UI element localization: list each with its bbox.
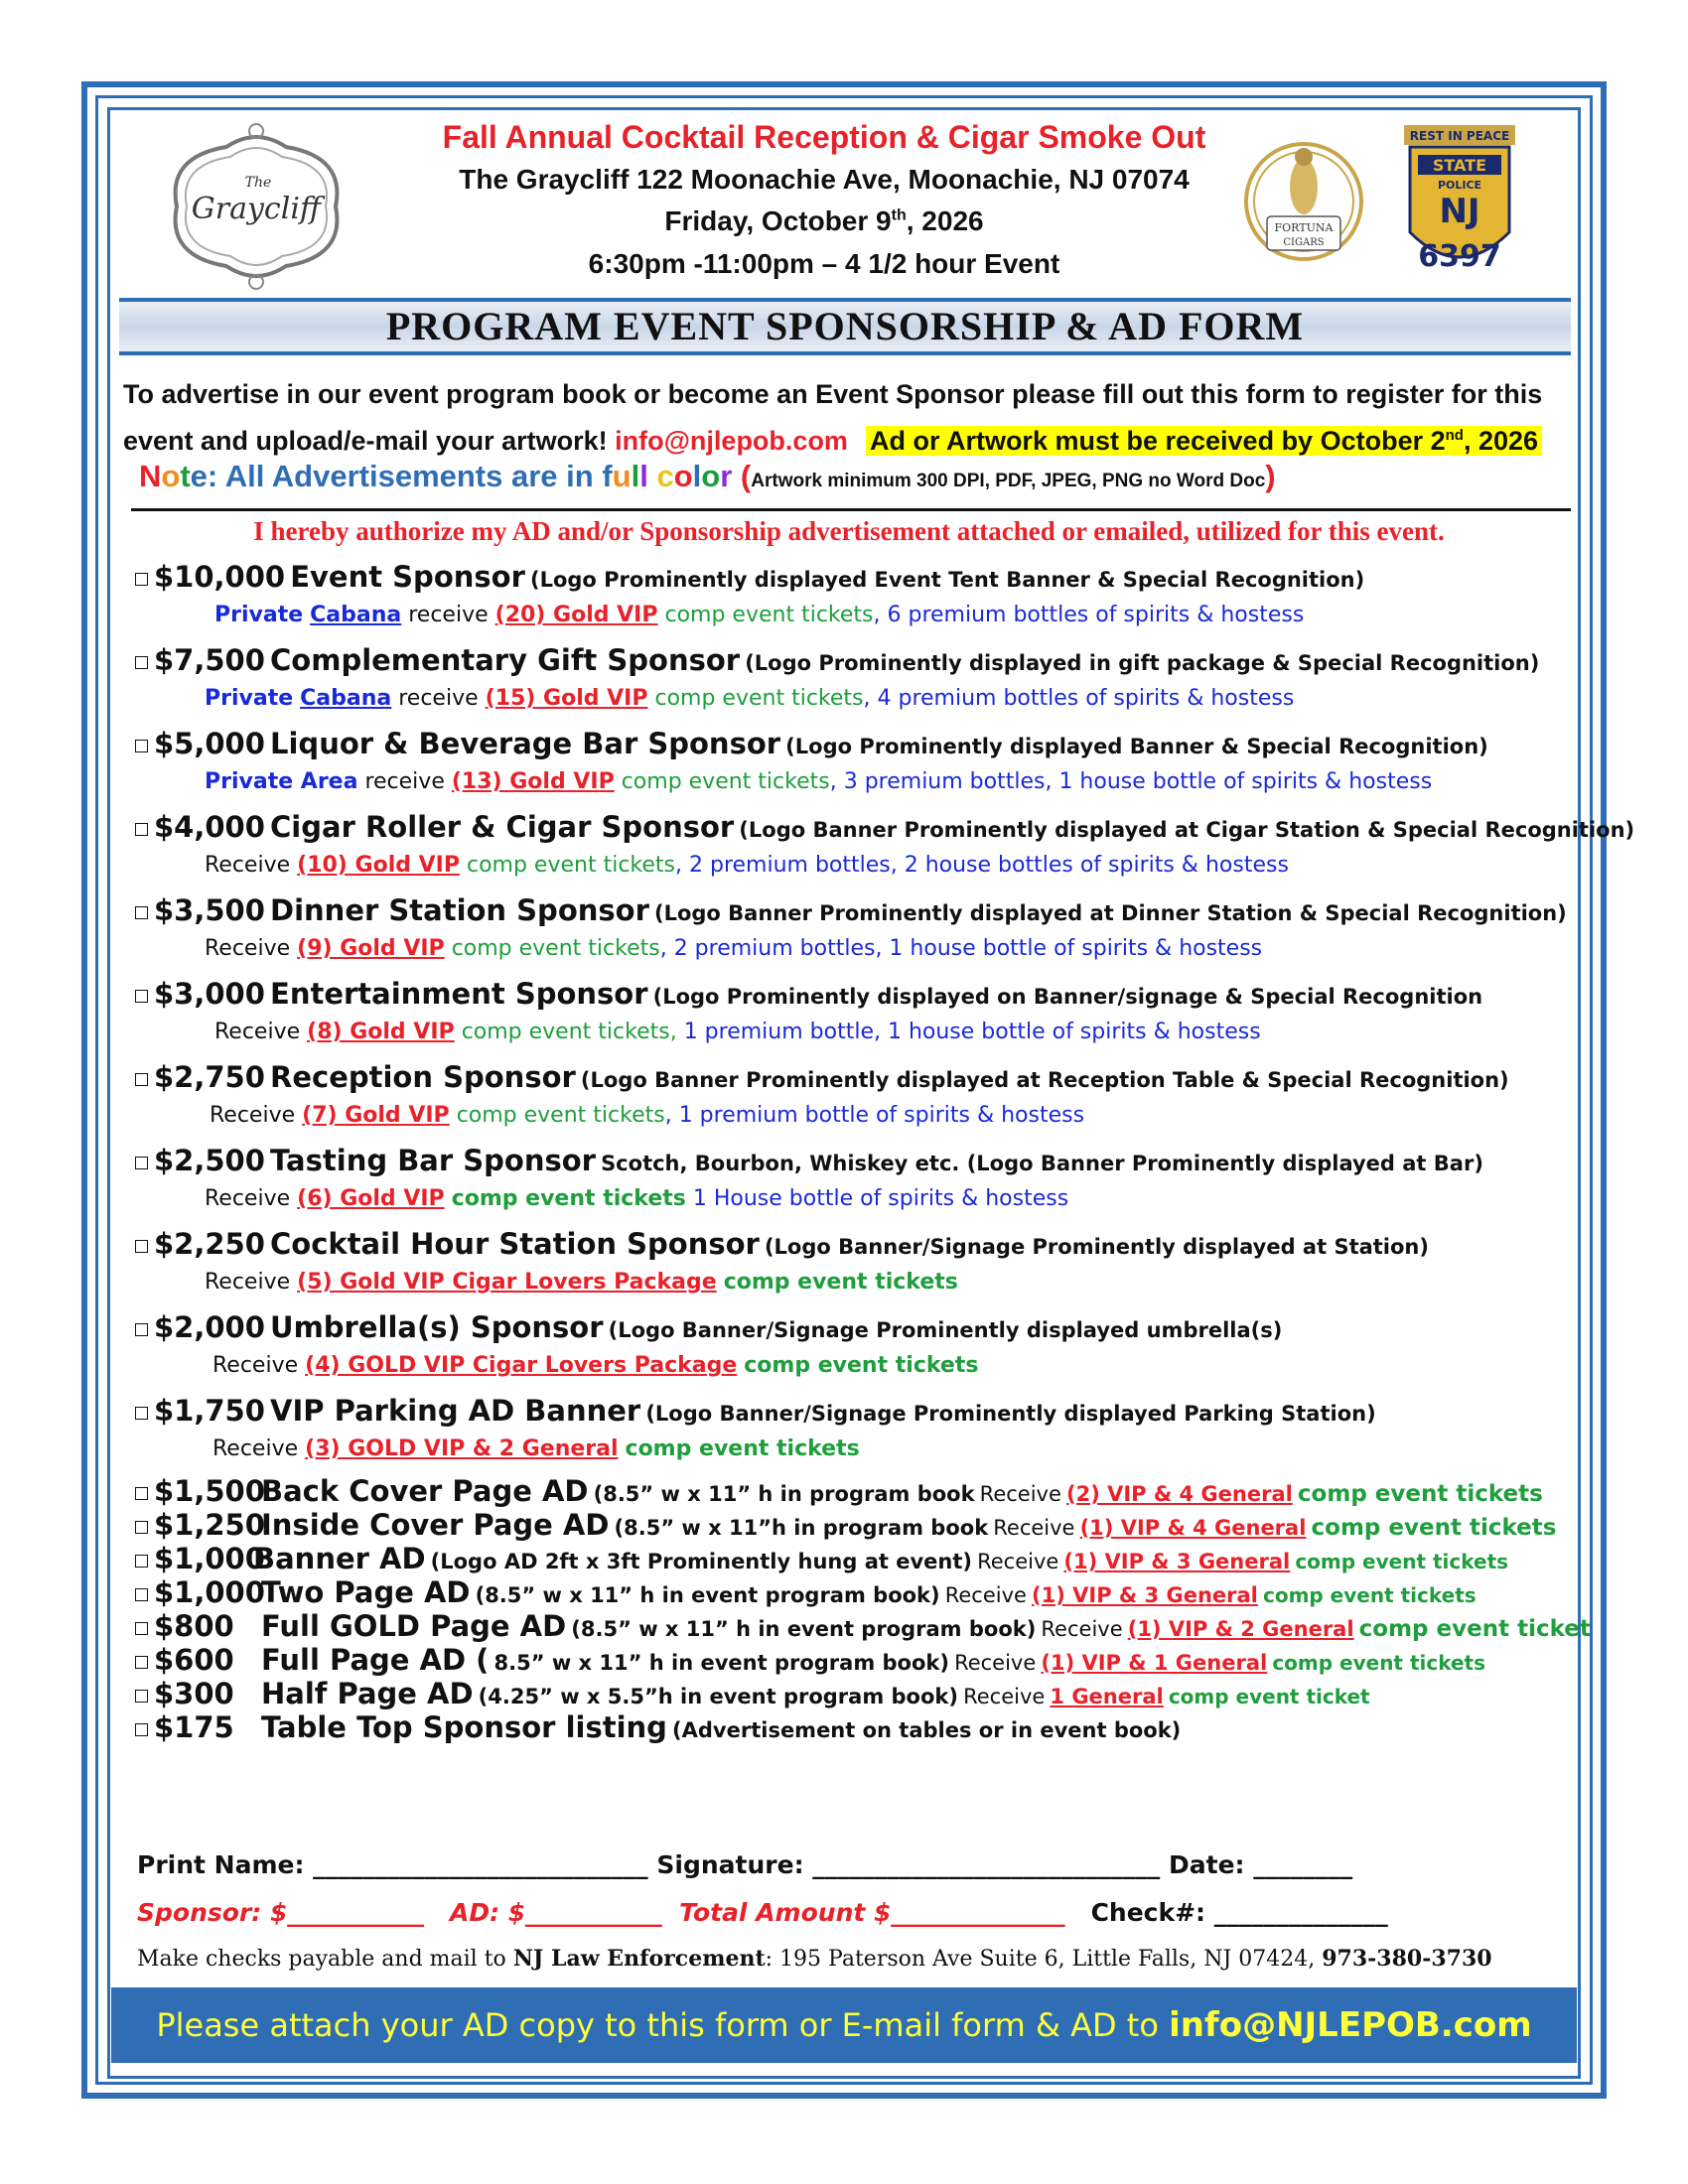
ad-checkbox[interactable] xyxy=(135,1521,148,1534)
fortuna-cigars-logo xyxy=(1239,117,1368,286)
sponsor-benefits xyxy=(135,847,1585,890)
comp-tickets-label: comp event tickets xyxy=(1295,1550,1509,1573)
comp-tickets-label: comp event tickets xyxy=(744,1353,979,1378)
comp-tickets-label: comp event ticket xyxy=(1358,1616,1591,1642)
spirits-benefit: , 1 premium bottle of spirits & hostess xyxy=(664,1103,1085,1128)
signature-field[interactable]: Signature: ____________________________ xyxy=(656,1850,1161,1879)
intro-paragraph xyxy=(123,373,1573,462)
cabana-label: Cabana xyxy=(310,603,402,627)
sponsor-price: $10,000 xyxy=(154,560,286,594)
ticket-package: (1) VIP & 2 General xyxy=(1127,1617,1354,1641)
ad-checkbox[interactable] xyxy=(135,1588,148,1601)
sponsor-benefits xyxy=(135,930,1585,974)
phone-number: 973-380-3730 xyxy=(1322,1946,1492,1972)
receive-label: Receive xyxy=(979,1482,1061,1506)
sponsor-title: Umbrella(s) Sponsor xyxy=(270,1310,604,1344)
footer-text: Please attach your AD copy to this form or E-mail form & AD to info@NJLEPOB.com xyxy=(156,2005,1532,2045)
spirits-benefit: , 4 premium bottles of spirits & hostess xyxy=(863,686,1295,711)
ad-description: (8.5” w x 11” h in event program book) xyxy=(571,1617,1037,1641)
sponsor-row xyxy=(135,807,1635,847)
sponsor-price: $2,500 xyxy=(154,1144,265,1177)
ad-price: $175 xyxy=(154,1710,234,1744)
ad-checkbox[interactable] xyxy=(135,1555,148,1568)
sponsor-title: VIP Parking AD Banner xyxy=(270,1394,641,1428)
sponsor-benefits xyxy=(135,1431,1585,1474)
ad-description: (8.5” w x 11” h in program book xyxy=(593,1482,975,1506)
event-venue: The Graycliff 122 Moonachie Ave, Moonachie, NJ 07074 xyxy=(459,164,1190,195)
ad-amount-field[interactable]: AD: $___________ xyxy=(449,1898,662,1927)
sponsor-benefits xyxy=(135,1180,1585,1224)
event-date: Friday, October 9th, 2026 xyxy=(664,205,984,236)
sponsor-description: (Logo Prominently displayed in gift package & Special Recognition) xyxy=(745,651,1540,675)
ad-checkbox[interactable] xyxy=(135,1690,148,1703)
sponsor-description: (Logo Banner/Signage Prominently displayed umbrella(s) xyxy=(608,1318,1283,1342)
spirits-benefit: , 3 premium bottles, 1 house bottle of spirits & hostess xyxy=(829,769,1433,794)
footer-banner xyxy=(111,1987,1577,2063)
sponsor-price: $4,000 xyxy=(154,810,265,844)
sponsor-row xyxy=(135,1141,1585,1180)
sponsor-row xyxy=(135,1057,1585,1097)
artwork-requirements: Artwork minimum 300 DPI, PDF, JPEG, PNG no Word Doc xyxy=(751,471,1266,491)
ad-title: Full GOLD Page AD xyxy=(261,1609,567,1643)
ad-price: $800 xyxy=(154,1609,234,1643)
payment-fields xyxy=(137,1898,1388,1927)
police-text: POLICE xyxy=(1437,179,1482,192)
comp-tickets-label: comp event tickets xyxy=(723,1270,958,1295)
signature-fields xyxy=(137,1850,1352,1879)
color-note: Note: All Advertisements are in full color (Artwork minimum 300 DPI, PDF, JPEG, PNG no Word Doc) xyxy=(139,459,1276,493)
sponsor-price: $3,500 xyxy=(154,893,265,927)
intro-line-1: To advertise in our event program book or become an Event Sponsor please fill out this form to register for this xyxy=(123,379,1543,409)
intro-line-2: event and upload/e-mail your artwork! info@njlepob.com Ad or Artwork must be received by October 2nd, 2026 xyxy=(123,415,1573,462)
ad-description: (Advertisement on tables or in event book) xyxy=(672,1718,1182,1742)
receive-label: Receive xyxy=(205,853,291,878)
ticket-package: (5) Gold VIP Cigar Lovers Package xyxy=(297,1270,717,1295)
deadline-highlight: Ad or Artwork must be received by October 2nd, 2026 xyxy=(866,426,1542,456)
ad-title: Half Page AD xyxy=(261,1677,474,1710)
comp-tickets-label: comp event tickets xyxy=(456,1103,665,1128)
comp-tickets-label: comp event tickets xyxy=(1262,1583,1477,1607)
comp-tickets-label: comp event tickets xyxy=(654,686,864,711)
ticket-package: (15) Gold VIP xyxy=(485,686,648,711)
sponsor-benefits xyxy=(135,1097,1585,1141)
form-title-banner xyxy=(119,298,1571,355)
sponsor-price: $1,750 xyxy=(154,1394,265,1428)
comp-tickets-label: comp event tickets xyxy=(625,1436,860,1461)
ad-title: Table Top Sponsor listing xyxy=(261,1710,667,1744)
receive-label: Receive xyxy=(212,1436,299,1461)
receive-label: Receive xyxy=(963,1685,1046,1708)
badge-number-text: 6397 xyxy=(1418,239,1501,274)
sponsor-price: $2,000 xyxy=(154,1310,265,1344)
authorization-statement: I hereby authorize my AD and/or Sponsorship advertisement attached or emailed, utilized for this event. xyxy=(253,516,1445,546)
ad-checkbox[interactable] xyxy=(135,1656,148,1669)
ad-price: $600 xyxy=(154,1643,234,1677)
receive-label: Receive xyxy=(205,936,291,961)
ad-row xyxy=(135,1677,1585,1710)
state-police-badge xyxy=(1400,123,1519,282)
sponsor-row xyxy=(135,974,1585,1014)
receive-label: Receive xyxy=(205,1270,291,1295)
ad-price: $1,250 xyxy=(154,1508,265,1542)
comp-tickets-label: comp event tickets xyxy=(451,1186,686,1211)
sponsor-checkbox[interactable] xyxy=(135,1157,148,1169)
ticket-package: (20) Gold VIP xyxy=(494,603,658,627)
comp-tickets-label: comp event tickets xyxy=(466,853,675,878)
organization-name: NJ Law Enforcement xyxy=(512,1946,766,1972)
receive-label: Receive xyxy=(1041,1617,1123,1641)
sponsorship-list xyxy=(135,557,1635,1744)
date-field[interactable]: Date: ________ xyxy=(1169,1850,1353,1879)
ad-row xyxy=(135,1474,1585,1508)
ad-title: Full Page AD ( xyxy=(261,1643,490,1677)
ad-row xyxy=(135,1710,1585,1744)
sponsor-row xyxy=(135,1391,1585,1431)
sponsor-row xyxy=(135,724,1585,763)
ad-price: $300 xyxy=(154,1677,234,1710)
sponsor-price: $3,000 xyxy=(154,977,265,1011)
comp-tickets-label: comp event ticket xyxy=(1168,1685,1370,1708)
sponsor-benefits xyxy=(135,1014,1585,1057)
ticket-package: (3) GOLD VIP & 2 General xyxy=(305,1436,619,1461)
state-text: STATE xyxy=(1432,156,1487,175)
sponsor-description: (Logo Banner/Signage Prominently displayed Parking Station) xyxy=(645,1402,1376,1426)
check-number-field[interactable]: Check#: ______________ xyxy=(1090,1898,1388,1927)
graycliff-the-text: The xyxy=(244,175,272,191)
receive-label: Receive xyxy=(212,1353,299,1378)
ticket-package: (1) VIP & 1 General xyxy=(1041,1651,1268,1675)
ticket-package: (4) GOLD VIP Cigar Lovers Package xyxy=(305,1353,738,1378)
cabana-label: Cabana xyxy=(300,686,392,711)
receive-label: receive xyxy=(408,603,489,627)
graycliff-logo xyxy=(147,117,365,296)
comp-tickets-label: comp event tickets xyxy=(664,603,874,627)
sponsor-description: (Logo Banner Prominently displayed at Reception Table & Special Recognition) xyxy=(580,1068,1509,1092)
comp-tickets-label: comp event tickets xyxy=(1272,1651,1486,1675)
sponsor-row xyxy=(135,890,1585,930)
spirits-benefit: 1 premium bottle, 1 house bottle of spirits & hostess xyxy=(676,1020,1261,1044)
receive-label: Receive xyxy=(944,1583,1027,1607)
divider-line xyxy=(131,508,1571,511)
ad-checkbox[interactable] xyxy=(135,1487,148,1500)
sponsor-description: (Logo Prominently displayed Banner & Special Recognition) xyxy=(785,735,1488,758)
sponsor-price: $2,750 xyxy=(154,1060,265,1094)
receive-label: Receive xyxy=(954,1651,1037,1675)
sponsor-checkbox[interactable] xyxy=(135,656,148,669)
sponsor-description: (Logo Banner/Signage Prominently displayed at Station) xyxy=(764,1235,1429,1259)
sponsor-row xyxy=(135,640,1585,680)
ad-price: $1,000 xyxy=(154,1575,265,1609)
sponsor-benefits xyxy=(135,597,1585,640)
comp-tickets-label: comp event tickets xyxy=(451,936,660,961)
ad-description: (8.5” w x 11” h in event program book) xyxy=(475,1583,940,1607)
sponsor-checkbox[interactable] xyxy=(135,990,148,1003)
sponsor-price: $2,250 xyxy=(154,1227,265,1261)
receive-label: Receive xyxy=(214,1020,301,1044)
sponsor-title: Liquor & Beverage Bar Sponsor xyxy=(270,727,781,760)
full-word: full xyxy=(602,459,648,493)
ad-description: (Logo AD 2ft x 3ft Prominently hung at event) xyxy=(430,1550,972,1573)
ticket-package: (1) VIP & 3 General xyxy=(1032,1583,1258,1607)
ticket-package: (6) Gold VIP xyxy=(297,1186,445,1211)
cigars-text: CIGARS xyxy=(1283,237,1325,248)
sponsor-checkbox[interactable] xyxy=(135,1073,148,1086)
sponsor-row xyxy=(135,1307,1585,1347)
ad-price: $1,500 xyxy=(154,1474,265,1508)
ticket-package: 1 General xyxy=(1050,1685,1164,1708)
ad-checkbox[interactable] xyxy=(135,1622,148,1635)
spirits-benefit: 1 House bottle of spirits & hostess xyxy=(685,1186,1069,1211)
spirits-benefit: , 6 premium bottles of spirits & hostess xyxy=(873,603,1305,627)
contact-email-link[interactable]: info@njlepob.com xyxy=(615,426,848,456)
sponsor-price: $7,500 xyxy=(154,643,265,677)
sponsor-title: Event Sponsor xyxy=(290,560,525,594)
sponsor-checkbox[interactable] xyxy=(135,740,148,752)
sponsor-title: Entertainment Sponsor xyxy=(270,977,648,1011)
ticket-package: (7) Gold VIP xyxy=(302,1103,450,1128)
receive-label: Receive xyxy=(210,1103,296,1128)
spirits-benefit: , 2 premium bottles, 1 house bottle of spirits & hostess xyxy=(659,936,1263,961)
ad-title: Back Cover Page AD xyxy=(261,1474,589,1508)
sponsor-price: $5,000 xyxy=(154,727,265,760)
sponsor-checkbox[interactable] xyxy=(135,1240,148,1253)
ticket-package: (1) VIP & 3 General xyxy=(1063,1550,1291,1573)
area-label: Private xyxy=(205,686,294,711)
area-label: Private Area xyxy=(205,769,358,794)
ticket-package: (9) Gold VIP xyxy=(297,936,445,961)
ad-description: (4.25” w x 5.5”h in event program book) xyxy=(478,1685,958,1708)
mailing-instructions: Make checks payable and mail to NJ Law Enforcement: 195 Paterson Ave Suite 6, Little Falls, NJ 07424, 973-380-3730 xyxy=(137,1946,1492,1972)
ticket-package: (13) Gold VIP xyxy=(451,769,615,794)
sponsor-amount-field[interactable]: Sponsor: $___________ xyxy=(137,1898,424,1927)
comp-tickets-label: comp event tickets xyxy=(621,769,830,794)
sponsor-checkbox[interactable] xyxy=(135,823,148,836)
fortuna-text: FORTUNA xyxy=(1274,221,1334,234)
sponsor-description: (Logo Prominently displayed on Banner/signage & Special Recognition xyxy=(652,985,1483,1009)
total-amount-field[interactable]: Total Amount $______________ xyxy=(679,1898,1065,1927)
receive-label: Receive xyxy=(977,1550,1059,1573)
print-name-field[interactable]: Print Name: ___________________________ xyxy=(137,1850,648,1879)
area-label: Private xyxy=(214,603,304,627)
ad-row xyxy=(135,1609,1591,1643)
sponsor-description: (Logo Banner Prominently displayed at Cigar Station & Special Recognition) xyxy=(739,818,1635,842)
sponsor-title: Reception Sponsor xyxy=(270,1060,576,1094)
sponsor-row xyxy=(135,557,1585,597)
spirits-benefit: , 2 premium bottles, 2 house bottles of spirits & hostess xyxy=(675,853,1289,878)
ad-checkbox[interactable] xyxy=(135,1723,148,1736)
sponsor-description: Scotch, Bourbon, Whiskey etc. (Logo Banner Prominently displayed at Bar) xyxy=(601,1152,1483,1175)
sponsor-benefits xyxy=(135,763,1585,807)
sponsor-title: Cigar Roller & Cigar Sponsor xyxy=(270,810,735,844)
ad-description: 8.5” w x 11” h in event program book) xyxy=(493,1651,949,1675)
sponsor-description: (Logo Banner Prominently displayed at Dinner Station & Special Recognition) xyxy=(653,901,1567,925)
sponsor-checkbox[interactable] xyxy=(135,906,148,919)
ad-row xyxy=(135,1542,1585,1575)
sponsor-title: Complementary Gift Sponsor xyxy=(270,643,741,677)
sponsor-title: Cocktail Hour Station Sponsor xyxy=(270,1227,760,1261)
receive-label: receive xyxy=(398,686,479,711)
color-word: color xyxy=(656,459,733,493)
ticket-package: (1) VIP & 4 General xyxy=(1079,1516,1307,1540)
event-title: Fall Annual Cocktail Reception & Cigar Smoke Out xyxy=(442,119,1206,155)
comp-tickets-label: comp event tickets xyxy=(1297,1481,1543,1507)
ad-row xyxy=(135,1575,1585,1609)
ad-title: Banner AD xyxy=(253,1542,426,1575)
sponsor-description: (Logo Prominently displayed Event Tent Banner & Special Recognition) xyxy=(529,568,1365,592)
ticket-package: (8) Gold VIP xyxy=(307,1020,455,1044)
sponsor-title: Tasting Bar Sponsor xyxy=(270,1144,596,1177)
sponsor-benefits xyxy=(135,680,1585,724)
graycliff-name-text: Graycliff xyxy=(191,192,322,226)
ad-price: $1,000 xyxy=(154,1542,265,1575)
ad-row xyxy=(135,1643,1585,1677)
receive-label: Receive xyxy=(993,1516,1075,1540)
sponsor-benefits xyxy=(135,1347,1585,1391)
footer-email-link[interactable]: info@NJLEPOB.com xyxy=(1169,2005,1532,2045)
event-time: 6:30pm -11:00pm – 4 1/2 hour Event xyxy=(588,248,1060,279)
sponsor-title: Dinner Station Sponsor xyxy=(270,893,649,927)
ad-title: Inside Cover Page AD xyxy=(261,1508,610,1542)
rest-in-peace-text: REST IN PEACE xyxy=(1409,129,1510,143)
sponsor-checkbox[interactable] xyxy=(135,1407,148,1420)
ad-row xyxy=(135,1508,1585,1542)
form-title: PROGRAM EVENT SPONSORSHIP & AD FORM xyxy=(385,304,1305,348)
ad-description: (8.5” w x 11”h in program book xyxy=(614,1516,989,1540)
ticket-package: (10) Gold VIP xyxy=(297,853,460,878)
receive-label: Receive xyxy=(205,1186,291,1211)
sponsor-checkbox[interactable] xyxy=(135,1323,148,1336)
note-label: Note: xyxy=(139,459,218,493)
comp-tickets-label: comp event tickets, xyxy=(461,1020,677,1044)
sponsor-benefits xyxy=(135,1264,1585,1307)
ad-title: Two Page AD xyxy=(261,1575,471,1609)
nj-text: NJ xyxy=(1439,192,1480,231)
note-text: All Advertisements are in xyxy=(224,459,594,493)
sponsor-row xyxy=(135,1224,1585,1264)
sponsor-checkbox[interactable] xyxy=(135,573,148,586)
receive-label: receive xyxy=(364,769,445,794)
comp-tickets-label: comp event tickets xyxy=(1311,1515,1557,1541)
ticket-package: (2) VIP & 4 General xyxy=(1065,1482,1293,1506)
